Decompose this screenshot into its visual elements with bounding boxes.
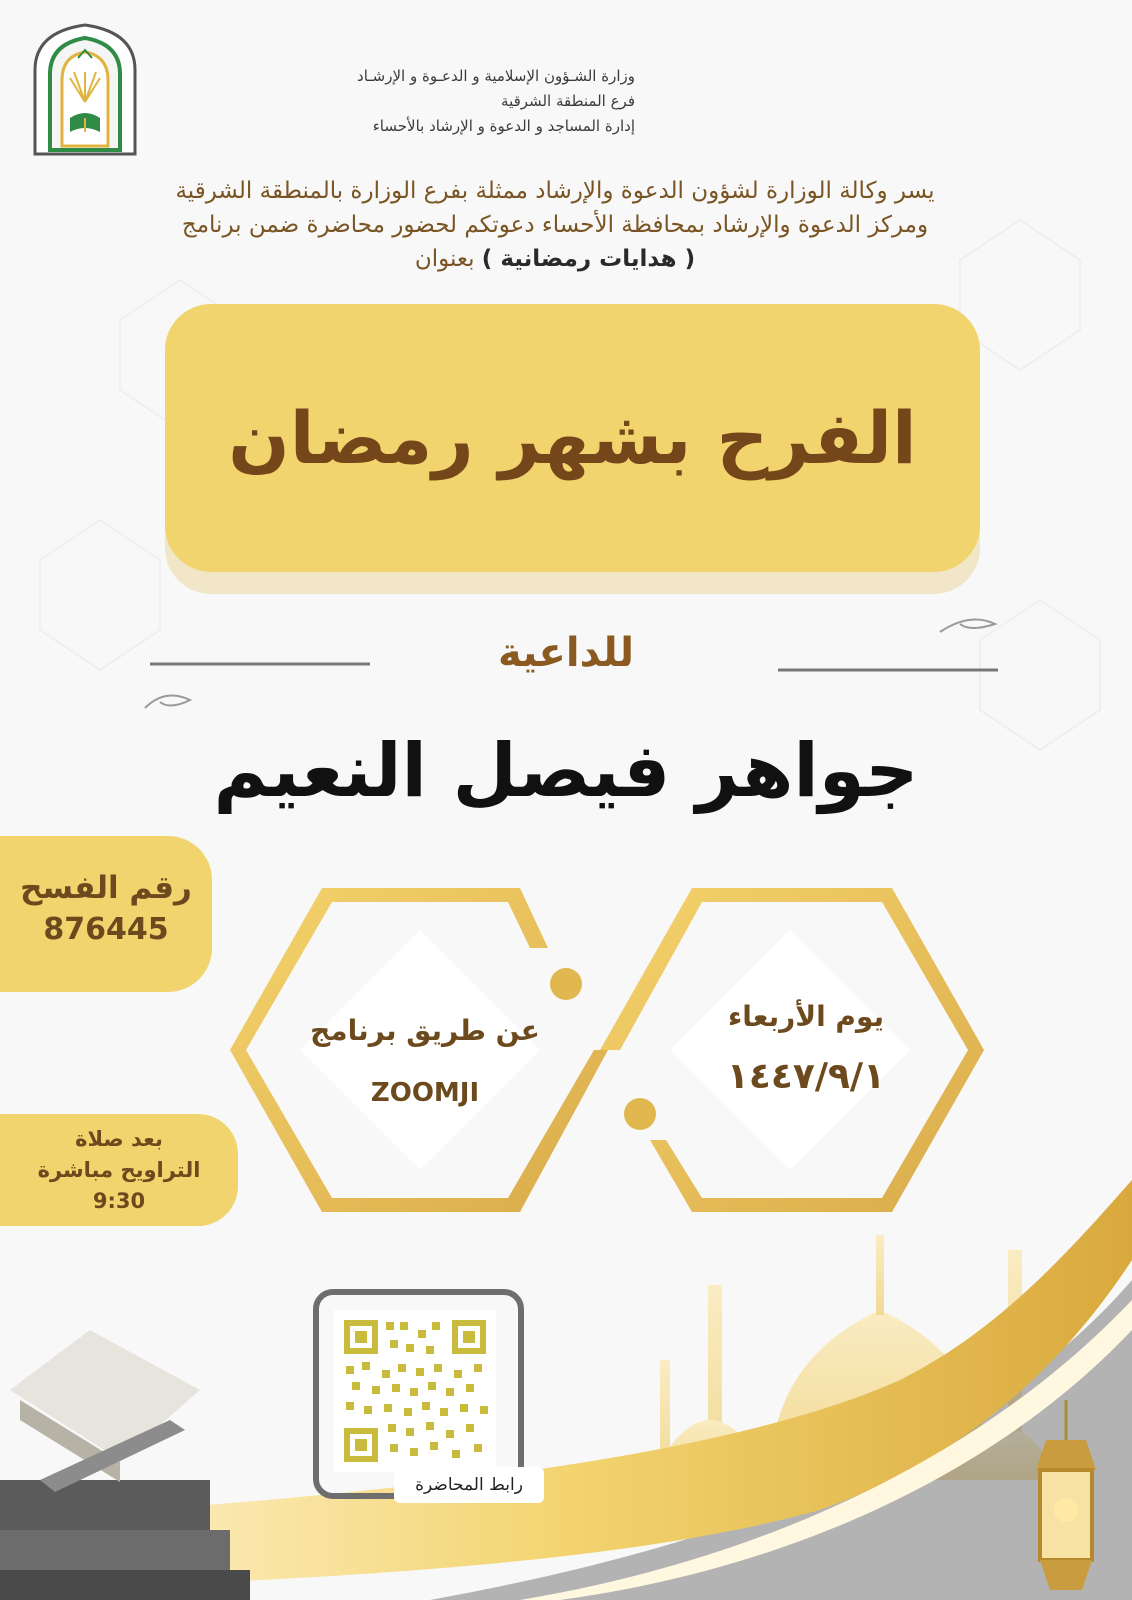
ministry-header (235, 64, 635, 139)
invitation-suffix: بعنوان (414, 246, 475, 272)
ministry-logo (32, 22, 138, 156)
day-label: يوم الأربعاء (727, 1000, 885, 1033)
room-number-value: 876445 (43, 912, 169, 947)
time-value: 9:30 (92, 1189, 146, 1213)
room-number-badge (0, 836, 212, 992)
platform-label: عن طريق برنامج (310, 1014, 540, 1047)
qr-caption: رابط المحاضرة (394, 1467, 544, 1503)
preacher-name: جواهر فيصل النعيم (213, 728, 919, 814)
qr-code[interactable] (334, 1310, 496, 1472)
preacher-label: للداعية (497, 630, 635, 676)
invitation-line-2: ومركز الدعوة والإرشاد بمحافظة الأحساء دعوتكم لحضور محاضرة ضمن برنامج (181, 212, 929, 238)
date-value: ١٤٤٧/٩/١ (726, 1056, 886, 1097)
program-name: ( هدايات رمضانية ) (481, 246, 696, 272)
invitation-line-3 (60, 242, 1050, 276)
lecture-title: الفرح بشهر رمضان (228, 396, 917, 480)
branch-name: فرع المنطقة الشرقية (501, 92, 635, 110)
room-number-label: رقم الفسح (20, 870, 192, 906)
department-name: إدارة المساجد و الدعوة و الإرشاد بالأحساء (372, 117, 635, 135)
ministry-name: وزارة الشـؤون الإسلامية و الدعـوة و الإرشـاد (357, 67, 635, 85)
time-line-2: التراويح مباشرة (37, 1158, 201, 1182)
platform-name: ZOOMJI (370, 1078, 480, 1108)
invitation-line-1: يسر وكالة الوزارة لشؤون الدعوة والإرشاد ممثلة بفرع الوزارة بالمنطقة الشرقية (175, 178, 935, 204)
invitation-text (60, 174, 1050, 276)
time-badge (0, 1114, 238, 1226)
time-line-1: بعد صلاة (75, 1127, 163, 1151)
title-box (165, 304, 980, 572)
